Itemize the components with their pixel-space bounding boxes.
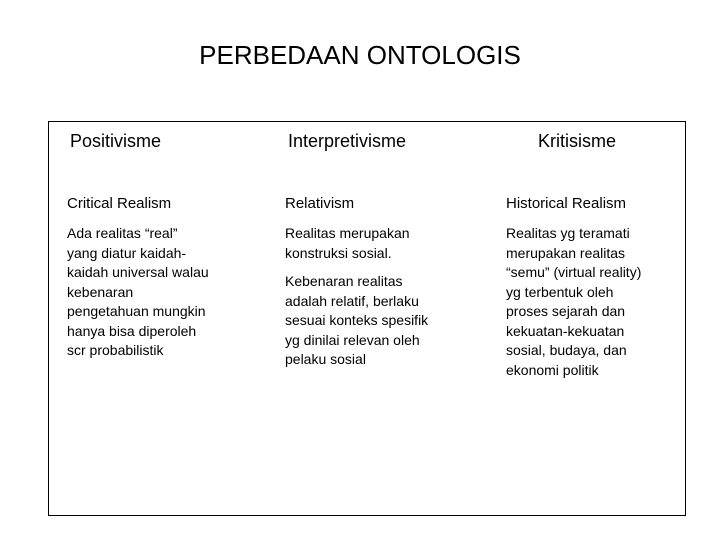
description-line: Ada realitas “real” <box>67 225 178 241</box>
column-subheader: Critical Realism <box>67 195 172 212</box>
column-subheader: Relativism <box>285 195 355 212</box>
description-line: pengetahuan mungkin <box>67 303 206 319</box>
description-line: merupakan realitas <box>506 244 626 261</box>
column-description <box>285 224 410 263</box>
description-line: kebenaran <box>67 283 134 300</box>
column-header: Positivisme <box>70 131 162 151</box>
description-line: Kebenaran realitas <box>285 273 403 289</box>
description-line: scr probabilistik <box>67 342 164 358</box>
description-line: sesuai konteks spesifik <box>285 312 429 328</box>
description-line: kekuatan-kekuatan <box>506 322 625 339</box>
comparison-table <box>48 121 686 516</box>
description-line: yang diatur kaidah- <box>67 244 187 261</box>
column-subheader: Historical Realism <box>506 195 627 212</box>
column-description <box>67 224 209 361</box>
column-description-2 <box>285 272 428 370</box>
description-line: Realitas merupakan <box>285 225 410 241</box>
description-line: kaidah universal walau <box>67 264 209 280</box>
description-line: adalah relatif, berlaku <box>285 292 419 309</box>
description-line: ekonomi politik <box>506 361 599 378</box>
description-line: hanya bisa diperoleh <box>67 322 197 339</box>
description-line: yg terbentuk oleh <box>506 283 614 300</box>
page-title: PERBEDAAN ONTOLOGIS <box>199 40 521 70</box>
description-line: proses sejarah dan <box>506 303 626 319</box>
description-line: sosial, budaya, dan <box>506 342 627 358</box>
column-header: Kritisisme <box>538 131 617 151</box>
description-line: yg dinilai relevan oleh <box>285 331 420 348</box>
column-header: Interpretivisme <box>288 131 407 151</box>
description-line: pelaku sosial <box>285 351 366 367</box>
description-line: konstruksi sosial. <box>285 244 392 261</box>
description-line: Realitas yg teramati <box>506 225 630 241</box>
column-description <box>506 224 641 380</box>
description-line: “semu” (virtual reality) <box>506 264 642 280</box>
